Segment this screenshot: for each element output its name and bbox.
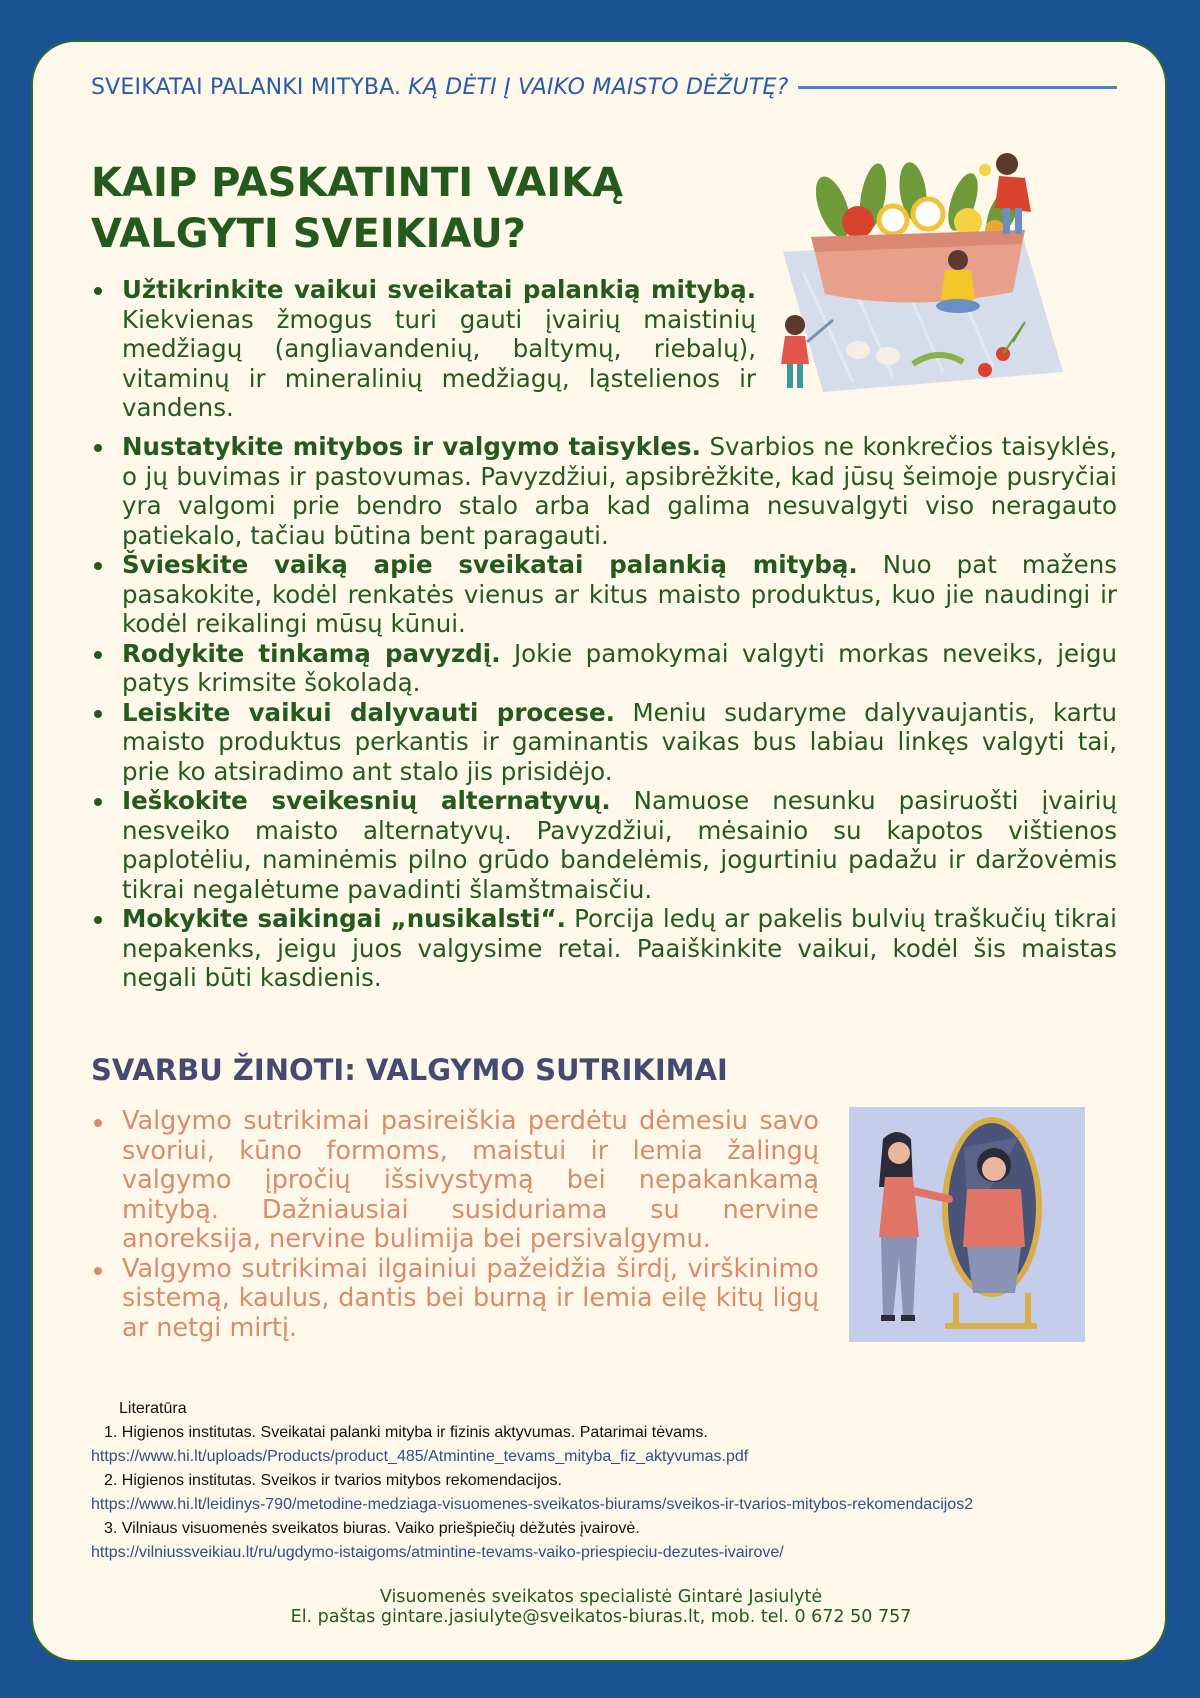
- literature-ref: 1. Higienos institutas. Sveikatai palanki mityba ir fizinis aktyvumas. Patarimai tėvams.: [104, 1424, 708, 1441]
- tip-item: [91, 275, 756, 423]
- literature-link[interactable]: https://www.hi.lt/leidinys-790/metodine-medziaga-visuomenes-sveikatos-biurams/sveikos-ir-tvarios-mitybos-rekomendacijos2: [91, 1496, 974, 1513]
- header-text: SVEIKATAI PALANKI MITYBA.: [91, 74, 402, 100]
- page-header: [91, 72, 1117, 102]
- tips-list-top: [91, 275, 756, 423]
- tip-text: Kiekvienas žmogus turi gauti įvairių maistinių medžiagų (angliavandenių, baltymų, riebalų), vitaminų ir mineralinių medžiagų, ląstelienos ir vandens.: [122, 304, 756, 422]
- eating-disorders-item: Valgymo sutrikimai pasireiškia perdėtu dėmesiu savo svoriui, kūno formoms, maistui ir lemia žalingų valgymo įpročių išsivystymą bei nepakankamą mitybą. Dažniausiai susiduriama su nervine anoreksija, nervine bulimija bei persivalgymu.: [91, 1107, 819, 1255]
- tip-item: [91, 432, 1117, 550]
- tip-heading: Leiskite vaikui dalyvauti procese.: [122, 697, 615, 727]
- tip-item: [91, 550, 1117, 639]
- eating-disorders-item: Valgymo sutrikimai ilgainiui pažeidžia širdį, virškinimo sistemą, kaulus, dantis bei burną ir lemia eilę kitų ligų ar netgi mirtį.: [91, 1255, 819, 1344]
- tip-text: Namuose nesunku pasiruošti įvairių nesveiko maisto alternatyvų. Pavyzdžiui, mėsainio su kapotos vištienos paplotėliu, naminėmis pilno grūdo bandelėmis, jogurtiniu padažu ir daržovėmis tikrai negalėtume pavadinti šlamštmaisčiu.: [122, 786, 1118, 904]
- header-rule: [798, 86, 1117, 89]
- tips-list: [91, 432, 1117, 993]
- tip-text: Svarbios ne konkrečios taisyklės, o jų buvimas ir pastovumas. Pavyzdžiui, apsibrėžkite, kad jūsų šeimoje pusryčiai yra valgomi prie bendro stalo arba kad galima nesuvalgyti viso neragauto patiekalo, tačiau būtina bent paragauti.: [122, 432, 1117, 550]
- tip-heading: Nustatykite mitybos ir valgymo taisykles.: [122, 432, 701, 461]
- tip-heading: Ieškokite sveikesnių alternatyvų.: [122, 786, 611, 815]
- header-italic-text: KĄ DĖTI Į VAIKO MAISTO DĖŽUTĘ?: [408, 74, 789, 100]
- tip-text: Nuo pat mažens pasakokite, kodėl renkatės vienus ar kitus maisto produktus, kuo jie naudingi ir kodėl reikalingi mūsų kūnui.: [122, 550, 1117, 638]
- eating-disorders-heading: SVARBU ŽINOTI: VALGYMO SUTRIKIMAI: [91, 1053, 728, 1087]
- tip-heading: Užtikrinkite vaikui sveikatai palankią mitybą.: [122, 275, 756, 304]
- salad-bowl-illustration: [763, 142, 1123, 397]
- tip-heading: Mokykite saikingai „nusikalsti“.: [122, 904, 566, 933]
- tip-text: Meniu sudaryme dalyvaujantis, kartu maisto produktus perkantis ir gaminantis vaikas bus labiau linkęs valgyti tai, prie ko atsiradimo ant stalo jis prisidėjo.: [122, 697, 1117, 786]
- tip-item: [91, 639, 1117, 698]
- literature-link[interactable]: https://www.hi.lt/uploads/Products/product_485/Atmintine_tevams_mityba_fiz_aktyvumas.pdf: [91, 1448, 749, 1465]
- literature-section: [91, 1397, 1131, 1565]
- contact-footer: [33, 1587, 1167, 1627]
- tip-text: Jokie pamokymai valgyti morkas neveiks, jeigu patys krimsite šokoladą.: [122, 638, 1117, 697]
- footer-contact: El. paštas gintare.jasiulyte@sveikatos-biuras.lt, mob. tel. 0 672 50 757: [290, 1607, 912, 1627]
- literature-ref: 2. Higienos institutas. Sveikos ir tvarios mitybos rekomendacijos.: [104, 1472, 562, 1489]
- tip-item: [91, 786, 1117, 904]
- tip-heading: Rodykite tinkamą pavyzdį.: [122, 638, 501, 668]
- footer-author: Visuomenės sveikatos specialistė Gintarė Jasiulytė: [379, 1587, 823, 1607]
- tip-item: [91, 904, 1117, 993]
- tip-heading: Švieskite vaiką apie sveikatai palankią mitybą.: [122, 550, 858, 579]
- title-line-2: VALGYTI SVEIKIAU?: [91, 211, 526, 257]
- literature-title: Literatūra: [119, 1400, 187, 1417]
- tip-item: [91, 698, 1117, 787]
- literature-link[interactable]: https://vilniussveikiau.lt/ru/ugdymo-istaigoms/atmintine-tevams-vaiko-priespieciu-dezutes-ivairove/: [91, 1544, 784, 1561]
- mirror-illustration: [849, 1107, 1085, 1342]
- literature-ref: 3. Vilniaus visuomenės sveikatos biuras. Vaiko priešpiečių dėžutės įvairovė.: [104, 1520, 640, 1537]
- tip-text: Porcija ledų ar pakelis bulvių traškučių tikrai nepakenks, jeigu juos valgysime retai. Paaiškinkite vaikui, kodėl šis maistas negali būti kasdienis.: [122, 904, 1117, 992]
- page-title: [91, 158, 711, 260]
- page-card: [31, 40, 1167, 1662]
- eating-disorders-list: [91, 1107, 819, 1343]
- title-line-1: KAIP PASKATINTI VAIKĄ: [91, 160, 624, 206]
